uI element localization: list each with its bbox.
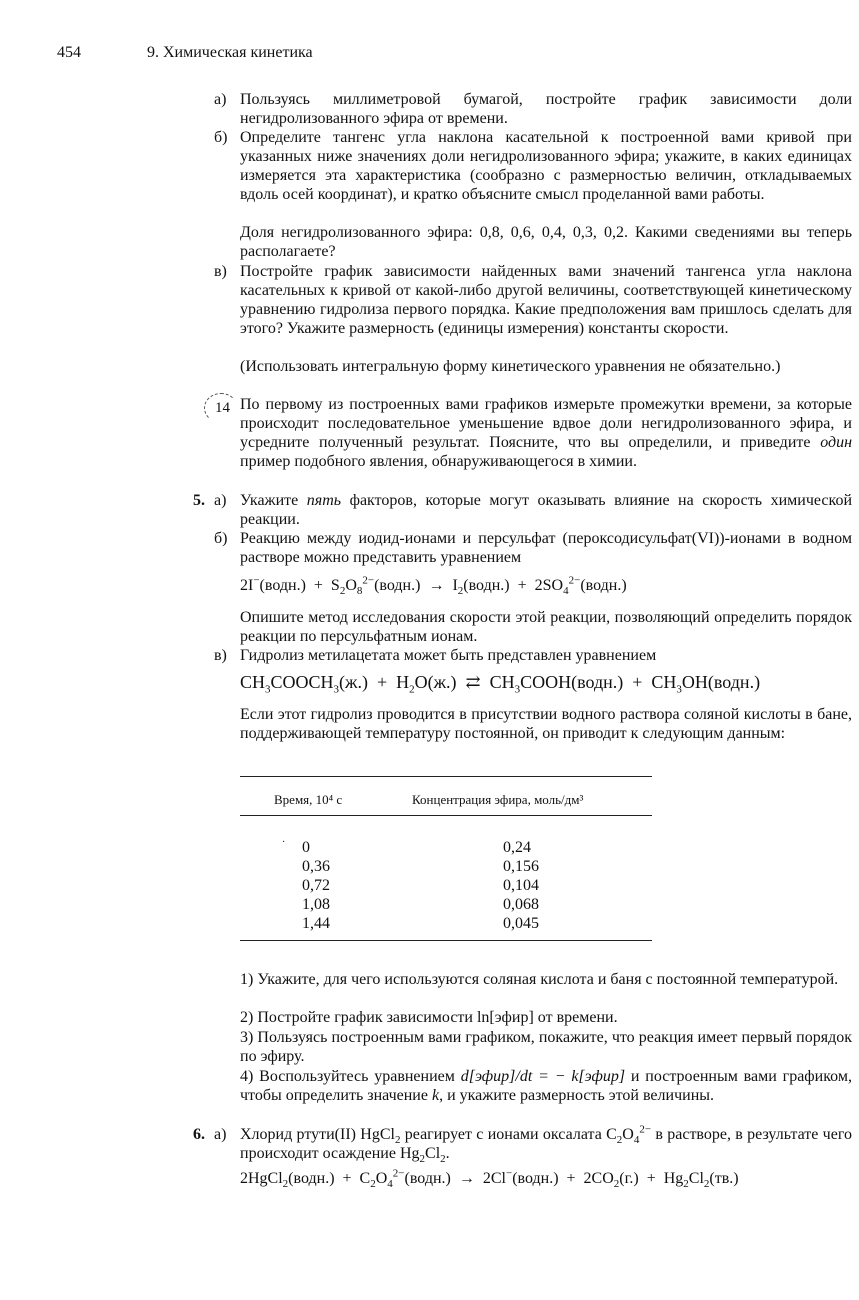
rate-equation: d[эфир]/dt = − k[эфир]: [460, 1068, 626, 1085]
table-cell-time: 0,72: [302, 877, 330, 894]
table-body: [240, 816, 652, 940]
item4b-text: Определите тангенс угла наклона касательной к построенной вами кривой при указанных ниже значениях доли негидролизованного эфира; укажите, в каких единицах измеряется эта характеристика (сообразно с размерностью величин, откладываемых вдоль осей координат), и кратко объясните смысл проделанной вами работы.: [240, 129, 852, 203]
question-4: 4) Воспользуйтесь уравнением d[эфир]/dt = − k[эфир] и построенным вами графиком, чтобы определить значение k, и укажите размерность этой величины.: [240, 1068, 853, 1104]
question-3: 3) Пользуясь построенным вами графиком, покажите, что реакция имеет первый порядок по эфиру.: [240, 1029, 852, 1065]
item4v-label: в): [214, 263, 227, 280]
item4v-text2: (Использовать интегральную форму кинетического уравнения не обязательно.): [240, 358, 781, 375]
item5-number: 5.: [193, 492, 205, 509]
item5a-label: а): [214, 492, 227, 509]
question-1: 1) Укажите, для чего используются соляная кислота и баня с постоянной температурой.: [240, 971, 839, 988]
item4b-label: б): [214, 129, 228, 146]
item5b-label: б): [214, 530, 228, 547]
table-cell-time: 0,36: [302, 858, 330, 875]
equation-persulfate: 2I−(водн.) + $S_2O_8^{2-}(водн.)$ → $I_2(водн.)$ + $2SO_4^{2-}(водн.)$: [240, 574, 627, 598]
item4g-text: По первому из построенных вами графиков измерьте промежутки времени, за которые происходит последовательное уменьшение вдвое доли негидролизованного эфира, и усредните полученный результат. Поясните, что вы определили, и приведите один пример подобного явления, обнаруживающегося в химии.: [240, 396, 853, 470]
table-header: [240, 777, 652, 815]
table-cell-conc: 0,104: [503, 877, 539, 894]
equation-methylacetate: $CH_3COOCH_3(ж.) + H_2O(ж.)$ ⇄ $CH_3COOH(водн.)$ + $CH_3OH(водн.)$: [240, 672, 761, 696]
item5v-after: Если этот гидролиз проводится в присутствии водного раствора соляной кислоты в бане, поддерживающей температуру постоянной, он приводит к следующим данным:: [240, 706, 852, 742]
table-rule-bottom: [240, 940, 652, 941]
question-2: 2) Постройте график зависимости ln[эфир] от времени.: [240, 1009, 618, 1026]
item4b-text2: Доля негидролизованного эфира: 0,8, 0,6, 0,4, 0,3, 0,2. Какими сведениями вы теперь располагаете?: [240, 224, 852, 260]
page-number: 454: [57, 44, 81, 61]
item6a-text: Хлорид ртути(II) HgCl$_2$ реагирует с ионами оксалата $C_2O_4^{2-}$ в растворе, в результате чего происходит осаждение $Hg_2Cl_2$.: [240, 1123, 852, 1166]
chapter-title: 9. Химическая кинетика: [147, 44, 313, 61]
table-cell-conc: 0,156: [503, 858, 539, 875]
table-cell-conc: 0,068: [503, 896, 539, 913]
stray-dot: ·: [282, 837, 286, 848]
table-cell-conc: 0,24: [503, 839, 531, 856]
equation-mercury: 2HgCl$_2$(водн.) + $C_2O_4^{2-}(водн.)$ → 2Cl−(водн.) + $2CO_2(г.) + Hg_2Cl_2(тв.)$: [240, 1167, 739, 1191]
item4a-text: Пользуясь миллиметровой бумагой, постройте график зависимости доли негидролизованного эфира от времени.: [240, 91, 852, 127]
table-cell-time: 1,08: [302, 896, 330, 913]
item4a-label: а): [214, 91, 227, 108]
table-cell-conc: 0,045: [503, 915, 539, 932]
data-table: [240, 776, 652, 941]
table-header-concentration: Концентрация эфира, моль/дм³: [412, 792, 584, 807]
table-cell-time: 0: [302, 839, 310, 856]
item5v-text: Гидролиз метилацетата может быть представлен уравнением: [240, 647, 657, 664]
table-header-time: Время, 10⁴ с: [274, 792, 343, 807]
page-header: [57, 43, 313, 62]
item5v-label: в): [214, 647, 227, 664]
item6-number: 6.: [193, 1126, 205, 1143]
item5b-after: Опишите метод исследования скорости этой реакции, позволяющий определить порядок реакции по персульфатным ионам.: [240, 609, 852, 645]
item5b-text: Реакцию между иодид-ионами и персульфат (пероксодисульфат(VI))-ионами в водном растворе можно представить уравнением: [240, 530, 852, 566]
table-cell-time: 1,44: [302, 915, 330, 932]
item4v-text: Постройте график зависимости найденных вами значений тангенса угла наклона касательных к кривой от какой-либо другой величины, соответствующей кинетическому уравнению гидролиза первого порядка. Какие предположения вам пришлось сделать для этого? Укажите размерность (единицы измерения) константы скорости.: [240, 263, 852, 337]
handwritten-circled-mark: 14: [200, 393, 240, 423]
item5a-text: Укажите пять факторов, которые могут оказывать влияние на скорость химической реакции.: [240, 492, 853, 528]
item6a-label: а): [214, 1126, 227, 1143]
